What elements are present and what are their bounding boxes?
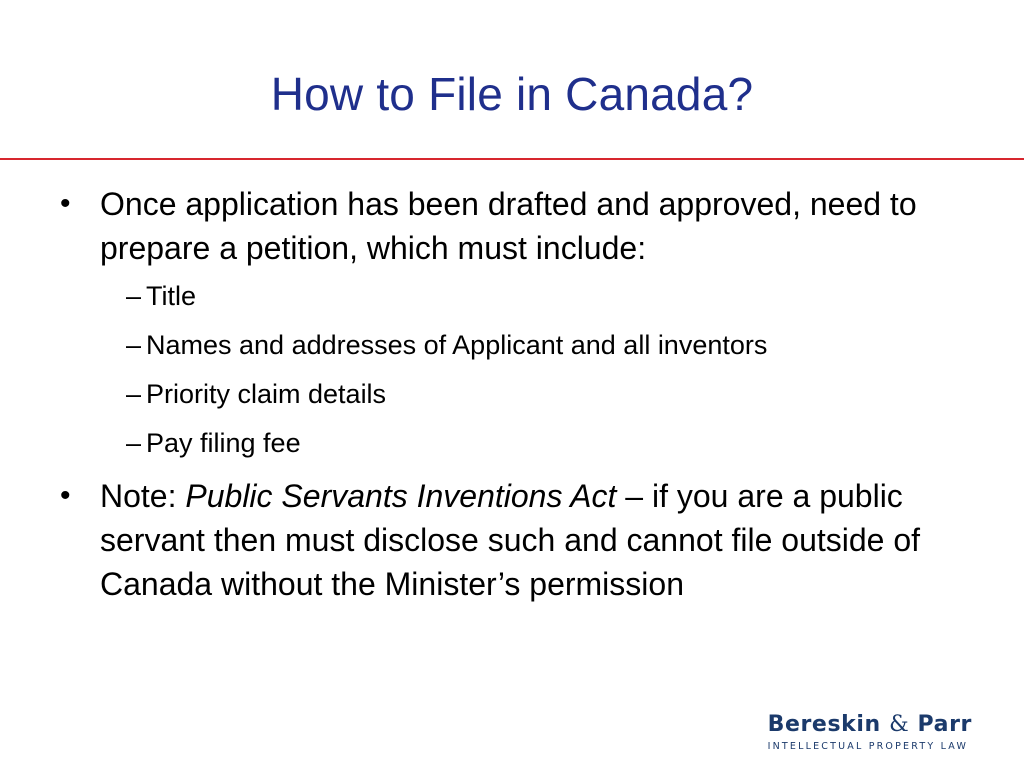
sub-bullet-item bbox=[60, 419, 980, 468]
sub-bullet-marker: – bbox=[126, 281, 142, 311]
bullet-text-suffix: – if you are a public servant then must disclose such and cannot file outside of Canada without the Minister’s permission bbox=[100, 478, 921, 602]
sub-bullet-text: Title bbox=[146, 281, 197, 311]
slide-body bbox=[60, 182, 980, 606]
sub-bullet-list bbox=[60, 272, 980, 468]
sub-bullet-text: Pay filing fee bbox=[146, 428, 301, 458]
logo-name-part2: Parr bbox=[917, 712, 972, 737]
sub-bullet-item bbox=[60, 272, 980, 321]
bullet-item bbox=[60, 474, 980, 606]
sub-bullet-text: Priority claim details bbox=[146, 379, 387, 409]
bullet-marker: • bbox=[60, 479, 71, 512]
logo-name-part1: Bereskin bbox=[767, 712, 881, 737]
slide-title: How to File in Canada? bbox=[270, 68, 754, 120]
title-divider bbox=[0, 158, 1024, 160]
logo-ampersand: & bbox=[889, 712, 910, 737]
sub-bullet-marker: – bbox=[126, 428, 142, 458]
sub-bullet-item bbox=[60, 370, 980, 419]
logo-wordmark bbox=[768, 712, 972, 738]
bullet-marker: • bbox=[60, 187, 71, 220]
sub-bullet-marker: – bbox=[126, 330, 142, 360]
firm-logo bbox=[768, 712, 972, 754]
sub-bullet-item bbox=[60, 321, 980, 370]
bullet-text: Once application has been drafted and approved, need to prepare a petition, which must include: bbox=[100, 186, 917, 266]
bullet-text-prefix: Note: bbox=[100, 478, 186, 514]
bullet-item bbox=[60, 182, 980, 270]
sub-bullet-text: Names and addresses of Applicant and all inventors bbox=[146, 330, 768, 360]
logo-tagline: INTELLECTUAL PROPERTY LAW bbox=[767, 741, 969, 752]
act-name: Public Servants Inventions Act bbox=[185, 478, 617, 514]
sub-bullet-marker: – bbox=[126, 379, 142, 409]
